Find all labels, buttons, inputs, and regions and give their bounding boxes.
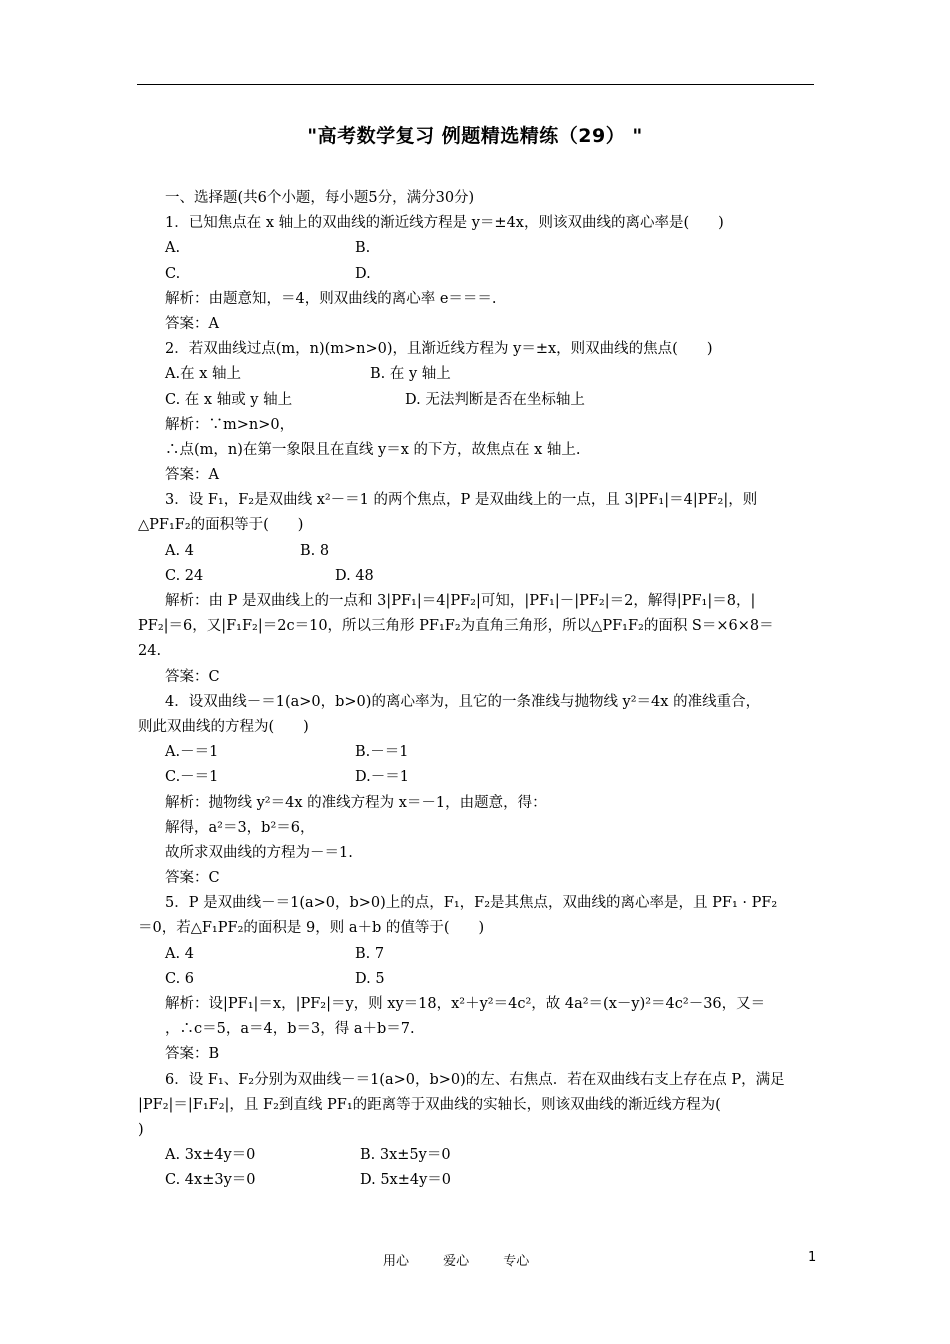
text-line: 5．P 是双曲线－＝1(a>0，b>0)上的点，F₁，F₂是其焦点，双曲线的离心率是，且 PF₁ · PF₂ — [165, 895, 778, 912]
option-row — [165, 1168, 815, 1193]
text-line: 则此双曲线的方程为( ) — [138, 718, 309, 735]
option-left: A. 4 — [165, 542, 194, 559]
option-right: B.－＝1 — [355, 744, 409, 761]
text-line: △PF₁F₂的面积等于( ) — [138, 517, 304, 534]
option-left: A.－＝1 — [165, 744, 219, 761]
text-line: 1．已知焦点在 x 轴上的双曲线的渐近线方程是 y＝±4x，则该双曲线的离心率是( ) — [165, 215, 724, 232]
option-row — [165, 564, 815, 589]
option-row — [165, 1143, 815, 1168]
option-row — [165, 388, 815, 413]
text-line: ∴点(m，n)在第一象限且在直线 y＝x 的下方，故焦点在 x 轴上. — [165, 441, 581, 458]
text-line: 故所求双曲线的方程为－＝1. — [165, 844, 353, 861]
option-row — [165, 362, 815, 387]
text-line: ，∴c＝5，a＝4，b＝3，得 a＋b＝7. — [165, 1021, 415, 1038]
option-left: A. 3x±4y＝0 — [165, 1147, 256, 1164]
option-left: A.在 x 轴上 — [165, 366, 241, 383]
option-row — [165, 236, 815, 261]
option-row — [165, 539, 815, 564]
text-line: 答案：B — [165, 1046, 220, 1063]
text-line: 解析：由 P 是双曲线上的一点和 3|PF₁|＝4|PF₂|可知，|PF₁|－|PF₂|＝2，解得|PF₁|＝8，| — [165, 593, 756, 609]
text-line: ＝0，若△F₁PF₂的面积是 9，则 a＋b 的值等于( ) — [138, 920, 485, 937]
option-row — [165, 942, 815, 967]
option-right: D.－＝1 — [355, 769, 409, 786]
option-right: B. 3x±5y＝0 — [360, 1147, 451, 1164]
option-right: D. 48 — [335, 567, 374, 584]
option-right: B. 在 y 轴上 — [370, 366, 451, 383]
option-left: A. 4 — [165, 945, 194, 962]
text-line: 24. — [138, 643, 162, 660]
text-line: 解析：∵m>n>0， — [165, 416, 295, 433]
text-line: 解析：由题意知，＝4，则双曲线的离心率 e＝＝＝. — [165, 290, 497, 307]
text-line: PF₂|＝6，又|F₁F₂|＝2c＝10，所以三角形 PF₁F₂为直角三角形，所以△PF₁F₂的面积 S＝×6×8＝ — [138, 618, 774, 635]
text-line: 解得，a²＝3，b²＝6， — [165, 819, 315, 836]
option-right: D. 无法判断是否在坐标轴上 — [405, 391, 585, 408]
page-title: "高考数学复习 例题精选精练（29） " — [307, 125, 643, 147]
text-line: 答案：A — [165, 467, 219, 484]
option-left: C.－＝1 — [165, 769, 219, 786]
option-right: D. 5x±4y＝0 — [360, 1172, 452, 1189]
question-list — [138, 211, 815, 1193]
header-rule — [137, 84, 814, 85]
option-left: A. — [165, 240, 181, 257]
option-left: C. 在 x 轴或 y 轴上 — [165, 391, 293, 408]
text-line: 答案：A — [165, 315, 219, 332]
text-line: ) — [138, 1121, 144, 1138]
text-line: |PF₂|＝|F₁F₂|，且 F₂到直线 PF₁的距离等于双曲线的实轴长，则该双曲线的渐近线方程为( — [138, 1096, 721, 1113]
text-line: 答案：C — [165, 870, 220, 887]
option-right: D. 5 — [355, 970, 385, 987]
option-right: B. 8 — [300, 542, 330, 559]
option-right: D. — [355, 265, 371, 282]
text-line: 答案：C — [165, 668, 220, 685]
text-line: 3．设 F₁，F₂是双曲线 x²－＝1 的两个焦点，P 是双曲线上的一点，且 3|PF₁|＝4|PF₂|，则 — [165, 492, 758, 509]
option-left: C. 24 — [165, 567, 204, 584]
document-body — [138, 186, 815, 1194]
text-line: 解析：抛物线 y²＝4x 的准线方程为 x＝－1，由题意，得： — [165, 794, 547, 811]
option-right: B. — [355, 240, 371, 257]
option-row — [165, 967, 815, 992]
option-right: B. 7 — [355, 945, 385, 962]
text-line: 2．若双曲线过点(m，n)(m>n>0)，且渐近线方程为 y＝±x，则双曲线的焦点( ) — [165, 341, 713, 358]
option-row — [165, 262, 815, 287]
section-heading: 一、选择题(共6个小题，每小题5分，满分30分) — [165, 190, 475, 206]
option-row — [165, 765, 815, 790]
option-row — [165, 740, 815, 765]
option-left: C. 6 — [165, 970, 195, 987]
page-number: 1 — [808, 1250, 817, 1265]
text-line: 解析：设|PF₁|＝x，|PF₂|＝y，则 xy＝18，x²＋y²＝4c²，故 4a²＝(x－y)²＝4c²－36，又＝ — [165, 996, 766, 1012]
option-left: C. 4x±3y＝0 — [165, 1172, 256, 1189]
option-left: C. — [165, 265, 181, 282]
footer-motto: 用心 爱心 专心 — [383, 1254, 530, 1269]
text-line: 4．设双曲线－＝1(a>0，b>0)的离心率为，且它的一条准线与抛物线 y²＝4x 的准线重合， — [165, 693, 761, 710]
text-line: 6．设 F₁、F₂分别为双曲线－＝1(a>0，b>0)的左、右焦点．若在双曲线右支上存在点 P，满足 — [165, 1071, 785, 1088]
